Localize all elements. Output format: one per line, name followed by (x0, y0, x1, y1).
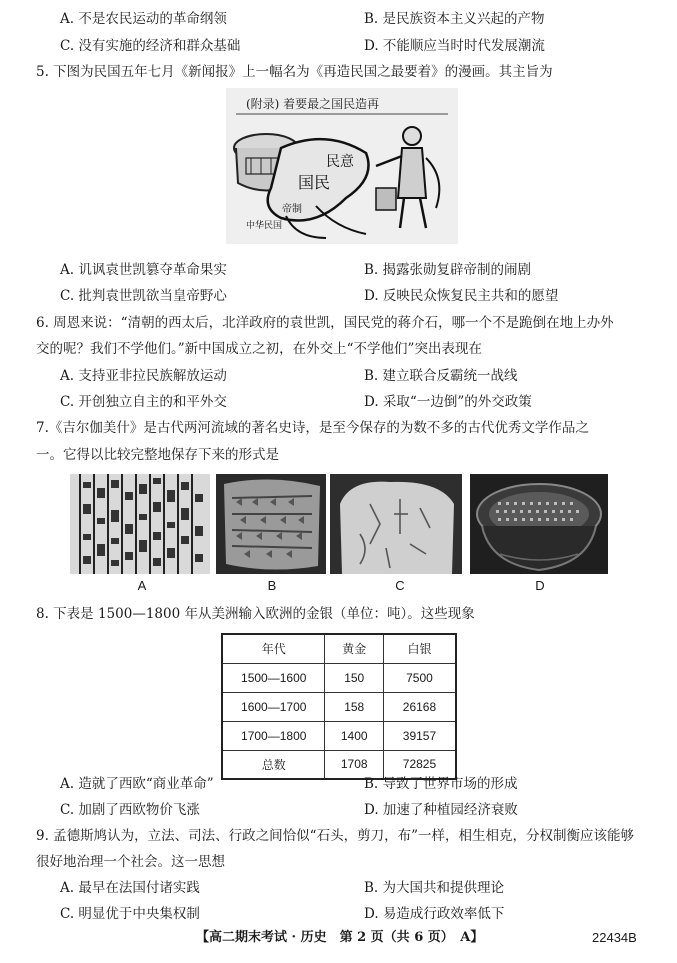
artifact-b-clay-tablet (216, 474, 326, 574)
q9-option-a: A. 最早在法国付诸实践 (60, 880, 200, 896)
table-row (222, 692, 456, 721)
table-cell: 1500—1600 (222, 663, 325, 692)
table-cell: 1600—1700 (222, 692, 325, 721)
artifact-d-bronze-inscription (470, 474, 608, 574)
cartoon-text-zhonghua: 中华民国 (246, 221, 283, 231)
q8-option-a: A. 造就了西欧“商业革命” (60, 776, 214, 792)
q4-option-d: D. 不能顺应当时时代发展潮流 (364, 38, 545, 54)
q7-stem-line2: 一。它得以比较完整地保存下来的形式是 (36, 447, 279, 463)
q9-option-d: D. 易造成行政效率低下 (364, 906, 505, 922)
table-cell: 总数 (222, 750, 325, 779)
artifact-label-b: B (267, 578, 277, 593)
table-row (222, 721, 456, 750)
cartoon-caption: (附录) 着要最之国民造再 (246, 97, 380, 111)
table-cell: 1708 (325, 750, 384, 779)
table-cell: 39157 (383, 721, 456, 750)
table-cell: 158 (325, 692, 384, 721)
cartoon-text-minyi: 民意 (326, 154, 354, 170)
q9-option-c: C. 明显优于中央集权制 (60, 906, 200, 922)
table-header-cell: 黄金 (325, 634, 384, 663)
q6-option-c: C. 开创独立自主的和平外交 (60, 394, 227, 410)
q5-option-d: D. 反映民众恢复民主共和的愿望 (364, 288, 559, 304)
exam-code: 22434B (592, 930, 637, 945)
table-cell: 1400 (325, 721, 384, 750)
table-cell: 7500 (383, 663, 456, 692)
table-row (222, 663, 456, 692)
table-cell: 150 (325, 663, 384, 692)
q5-option-c: C. 批判袁世凯欲当皇帝野心 (60, 288, 227, 304)
q7-stem-line1: 7.《吉尔伽美什》是古代两河流域的著名史诗，是至今保存的为数不多的古代优秀文学作品之 (36, 420, 589, 436)
cartoon-text-guomin: 国民 (298, 173, 331, 192)
q4-option-c: C. 没有实施的经济和群众基础 (60, 38, 241, 54)
artifact-label-d: D (535, 578, 545, 593)
q6-option-b: B. 建立联合反霸统一战线 (364, 368, 518, 384)
table-cell: 1700—1800 (222, 721, 325, 750)
q5-option-b: B. 揭露张勋复辟帝制的闹剧 (364, 262, 532, 278)
q8-option-d: D. 加速了种植园经济衰败 (364, 802, 518, 818)
q8-option-b: B. 导致了世界市场的形成 (364, 776, 518, 792)
q4-option-b: B. 是民族资本主义兴起的产物 (364, 11, 545, 27)
q5-option-a: A. 讥讽袁世凯篡夺革命果实 (60, 262, 227, 278)
table-header-cell: 白银 (383, 634, 456, 663)
q8-stem: 8. 下表是 1500—1800 年从美洲输入欧洲的金银（单位：吨）。这些现象 (36, 606, 475, 622)
q6-option-a: A. 支持亚非拉民族解放运动 (60, 368, 227, 384)
q6-stem-line1: 6. 周恩来说：“清朝的西太后，北洋政府的袁世凯，国民党的蒋介石，哪一个不是跪倒在地上办外 (36, 315, 614, 331)
artifact-label-c: C (395, 578, 405, 593)
cartoon-text-dizhi: 帝制 (282, 204, 302, 215)
table-cell: 72825 (383, 750, 456, 779)
table-header-row (222, 634, 456, 663)
q9-stem-line2: 很好地治理一个社会。这一思想 (36, 854, 225, 870)
q4-option-a: A. 不是农民运动的革命纲领 (60, 11, 227, 27)
cartoon-drawing (226, 88, 458, 244)
q8-option-c: C. 加剧了西欧物价飞涨 (60, 802, 200, 818)
q6-stem-line2: 交的呢？我们不学他们。”新中国成立之初，在外交上“不学他们”突出表现在 (36, 341, 482, 357)
table-cell: 26168 (383, 692, 456, 721)
page-footer: 【高二期末考试 · 历史 第 2 页（共 6 页） A】 (196, 930, 484, 945)
q6-option-d: D. 采取“一边倒”的外交政策 (364, 394, 532, 410)
q9-option-b: B. 为大国共和提供理论 (364, 880, 505, 896)
artifact-c-oracle-bone (330, 474, 462, 574)
table-header-cell: 年代 (222, 634, 325, 663)
cartoon-image (226, 88, 458, 244)
gold-silver-table (221, 633, 457, 780)
artifact-a-papyrus (70, 474, 210, 574)
q5-stem: 5. 下图为民国五年七月《新闻报》上一幅名为《再造民国之最要着》的漫画。其主旨为 (36, 64, 553, 80)
q9-stem-line1: 9. 孟德斯鸠认为，立法、司法、行政之间恰似“石头，剪刀，布”一样，相生相克，分权制衡应该能够 (36, 828, 634, 844)
artifact-label-a: A (137, 578, 147, 593)
